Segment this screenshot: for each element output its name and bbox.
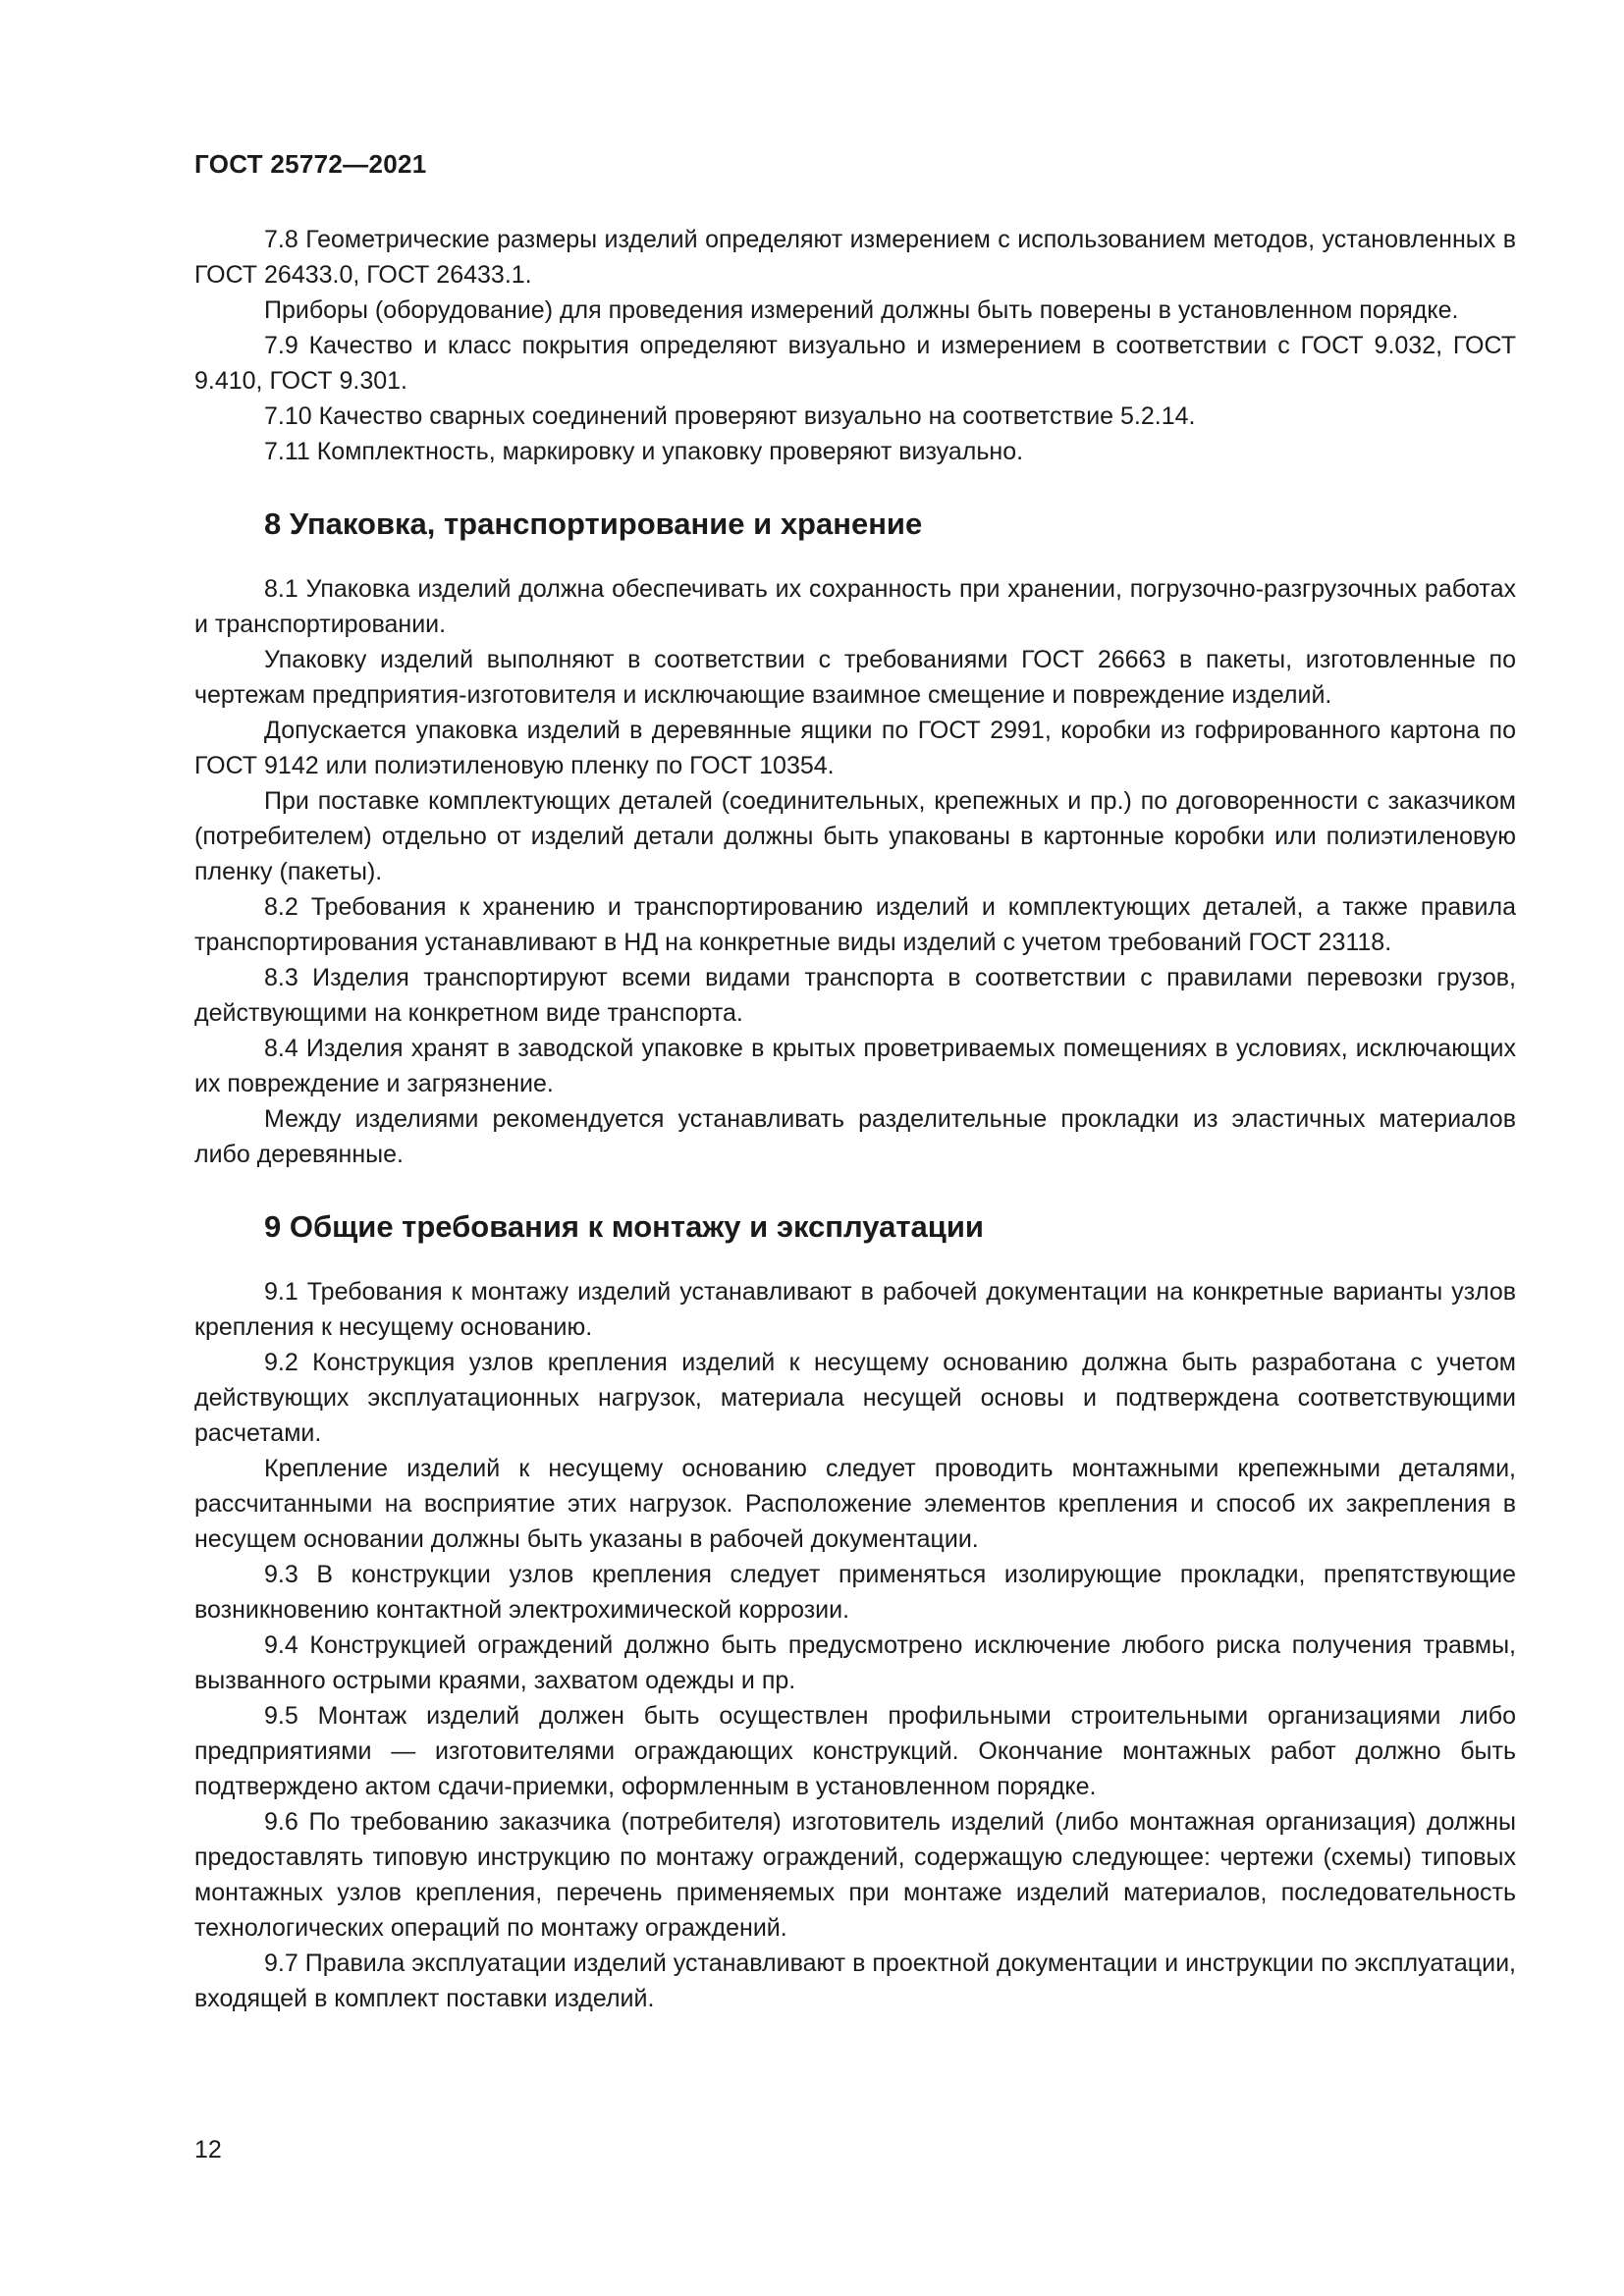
- paragraph: 9.6 По требованию заказчика (потребителя) изготовитель изделий (либо монтажная организация) должны предоставлять типовую инструкцию по монтажу ограждений, содержащую следующее: чертежи (схемы) типовых монтажных узлов крепления, перечень применяемых при монтаже изделий материалов, последовательность технологических операций по монтажу ограждений.: [194, 1808, 1516, 1942]
- paragraph: 9.5 Монтаж изделий должен быть осуществлен профильными строительными организациями либо предприятиями — изготовителями ограждающих конструкций. Окончание монтажных работ должно быть подтверждено актом сдачи-приемки, оформленным в установленном порядке.: [194, 1702, 1516, 1800]
- paragraph: 7.8 Геометрические размеры изделий определяют измерением с использованием методов, установленных в ГОСТ 26433.0, ГОСТ 26433.1.: [194, 226, 1516, 289]
- paragraph: 7.11 Комплектность, маркировку и упаковку проверяют визуально.: [264, 438, 1024, 465]
- paragraph: 8.2 Требования к хранению и транспортированию изделий и комплектующих деталей, а также правила транспортирования устанавливают в НД на конкретные виды изделий с учетом требований ГОСТ 23118.: [194, 893, 1516, 956]
- paragraph: 8.4 Изделия хранят в заводской упаковке в крытых проветриваемых помещениях в условиях, исключающих их повреждение и загрязнение.: [194, 1035, 1516, 1097]
- paragraph: 9.4 Конструкцией ограждений должно быть предусмотрено исключение любого риска получения травмы, вызванного острыми краями, захватом одежды и пр.: [194, 1631, 1516, 1694]
- document-header: ГОСТ 25772—2021: [194, 149, 427, 179]
- paragraph: 7.10 Качество сварных соединений проверяют визуально на соответствие 5.2.14.: [264, 402, 1196, 430]
- section-heading: 9 Общие требования к монтажу и эксплуатации: [264, 1209, 984, 1244]
- paragraph: 9.7 Правила эксплуатации изделий устанавливают в проектной документации и инструкции по эксплуатации, входящей в комплект поставки изделий.: [194, 1949, 1516, 2012]
- paragraph: 8.3 Изделия транспортируют всеми видами транспорта в соответствии с правилами перевозки грузов, действующими на конкретном виде транспорта.: [194, 964, 1516, 1027]
- paragraph: Между изделиями рекомендуется устанавливать разделительные прокладки из эластичных материалов либо деревянные.: [194, 1105, 1516, 1168]
- paragraph: 9.1 Требования к монтажу изделий устанавливают в рабочей документации на конкретные варианты узлов крепления к несущему основанию.: [194, 1278, 1516, 1341]
- paragraph: Допускается упаковка изделий в деревянные ящики по ГОСТ 2991, коробки из гофрированного картона по ГОСТ 9142 или полиэтиленовую пленку по ГОСТ 10354.: [194, 717, 1516, 779]
- section-8: [194, 505, 1516, 1172]
- paragraph: Крепление изделий к несущему основанию следует проводить монтажными крепежными деталями, рассчитанными на восприятие этих нагрузок. Расположение элементов крепления и способ их закрепления в несущем основании должны быть указаны в рабочей документации.: [194, 1455, 1516, 1553]
- section-7-continuation: [194, 222, 1516, 469]
- document-body: [194, 222, 1516, 2016]
- paragraph: 9.3 В конструкции узлов крепления следует применяться изолирующие прокладки, препятствующие возникновению контактной электрохимической коррозии.: [194, 1561, 1516, 1624]
- paragraph: 8.1 Упаковка изделий должна обеспечивать их сохранность при хранении, погрузочно-разгрузочных работах и транспортировании.: [194, 575, 1516, 638]
- paragraph: 7.9 Качество и класс покрытия определяют визуально и измерением в соответствии с ГОСТ 9.032, ГОСТ 9.410, ГОСТ 9.301.: [194, 332, 1516, 395]
- section-heading: 8 Упаковка, транспортирование и хранение: [264, 507, 923, 541]
- paragraph: При поставке комплектующих деталей (соединительных, крепежных и пр.) по договоренности с заказчиком (потребителем) отдельно от изделий детали должны быть упакованы в картонные коробки или полиэтиленовую пленку (пакеты).: [194, 787, 1516, 885]
- paragraph: 9.2 Конструкция узлов крепления изделий к несущему основанию должна быть разработана с учетом действующих эксплуатационных нагрузок, материала несущей основы и подтверждена соответствующими расчетами.: [194, 1349, 1516, 1447]
- section-9: [194, 1207, 1516, 2016]
- document-page: [194, 0, 1516, 2296]
- paragraph: Приборы (оборудование) для проведения измерений должны быть поверены в установленном порядке.: [264, 296, 1459, 324]
- paragraph: Упаковку изделий выполняют в соответствии с требованиями ГОСТ 26663 в пакеты, изготовленные по чертежам предприятия-изготовителя и исключающие взаимное смещение и повреждение изделий.: [194, 646, 1516, 709]
- page-number: 12: [194, 2136, 222, 2163]
